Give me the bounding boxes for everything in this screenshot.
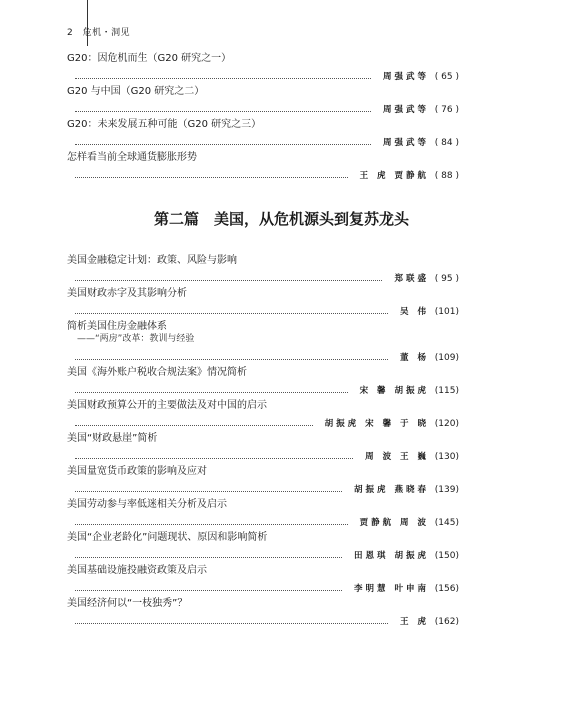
entry-page-number: (145)	[434, 518, 459, 528]
entry-author: 王 虎	[400, 617, 429, 627]
entry-title: 美国量宽货币政策的影响及应对	[67, 466, 207, 477]
dot-leader	[75, 524, 348, 525]
entry-title: 美国《海外账户税收合规法案》情况简析	[67, 367, 247, 378]
dot-leader	[75, 78, 371, 79]
entry-author: 周强武等	[382, 138, 429, 148]
entry-title: 美国“财政悬崖”简析	[67, 433, 158, 444]
toc-entry	[67, 52, 459, 84]
entry-page-number: ( 76 )	[434, 105, 459, 115]
dot-leader	[75, 491, 342, 492]
entry-leader-line	[67, 615, 459, 629]
toc-entry	[67, 254, 459, 286]
entry-leader-line	[67, 450, 459, 464]
dot-leader	[75, 280, 382, 281]
toc-entry	[67, 465, 459, 497]
entry-title: 美国财政预算公开的主要做法及对中国的启示	[67, 400, 267, 411]
entry-author: 董 杨	[400, 353, 429, 363]
header-divider	[87, 0, 88, 46]
dot-leader	[75, 557, 342, 558]
toc-entry	[67, 399, 459, 431]
entry-page-number: (120)	[434, 419, 459, 429]
entry-leader-line	[67, 272, 459, 286]
dot-leader	[75, 144, 371, 145]
entry-page-number: ( 65 )	[434, 72, 459, 82]
entry-author: 胡振虎 燕晓春	[354, 485, 429, 495]
entry-author: 周强武等	[382, 105, 429, 115]
entry-page-number: (109)	[434, 353, 459, 363]
dot-leader	[75, 313, 388, 314]
entry-author: 贾静航 周 波	[359, 518, 429, 528]
entry-title: G20：因危机而生（G20 研究之一）	[67, 53, 232, 64]
toc-entry	[67, 597, 459, 629]
entry-leader-line	[67, 103, 459, 117]
entry-page-number: (115)	[434, 386, 459, 396]
entry-title: 美国经济何以“一枝独秀”？	[67, 598, 188, 609]
entry-leader-line	[67, 305, 459, 319]
entry-leader-line	[67, 549, 459, 563]
entry-title: 美国财政赤字及其影响分析	[67, 288, 187, 299]
entry-author: 吴 伟	[400, 307, 429, 317]
dot-leader	[75, 359, 388, 360]
entry-author: 周强武等	[382, 72, 429, 82]
entry-author: 周 波 王 巍	[365, 452, 429, 462]
entry-title: G20：未来发展五种可能（G20 研究之三）	[67, 119, 262, 130]
entry-leader-line	[67, 417, 459, 431]
section-heading: 第二篇 美国，从危机源头到复苏龙头	[153, 210, 409, 228]
dot-leader	[75, 590, 342, 591]
entry-page-number: (139)	[434, 485, 459, 495]
entry-title: 美国劳动参与率低迷相关分析及启示	[67, 499, 227, 510]
book-title: 危机・洞见	[82, 28, 131, 38]
toc-entry	[67, 287, 459, 319]
toc-entry	[67, 564, 459, 596]
dot-leader	[75, 623, 388, 624]
entry-title: 简析美国住房金融体系	[67, 321, 167, 332]
toc-entry	[67, 498, 459, 530]
entry-subtitle: ——“两房”改革：教训与经验	[77, 334, 195, 344]
dot-leader	[75, 111, 371, 112]
entry-page-number: (130)	[434, 452, 459, 462]
entry-author: 田恩琪 胡振虎	[354, 551, 429, 561]
entry-page-number: ( 95 )	[434, 274, 459, 284]
dot-leader	[75, 177, 348, 178]
entry-page-number: ( 84 )	[434, 138, 459, 148]
toc-entry	[67, 432, 459, 464]
entry-title: 美国“企业老龄化”问题现状、原因和影响简析	[67, 532, 268, 543]
entry-page-number: ( 88 )	[434, 171, 459, 181]
entry-leader-line	[67, 169, 459, 183]
entry-leader-line	[67, 582, 459, 596]
entry-title: 怎样看当前全球通货膨胀形势	[67, 152, 197, 163]
entry-page-number: (101)	[434, 307, 459, 317]
toc-entry	[67, 151, 459, 183]
entry-author: 李明慧 叶申南	[354, 584, 429, 594]
entry-page-number: (150)	[434, 551, 459, 561]
dot-leader	[75, 392, 348, 393]
entry-author: 宋 馨 胡振虎	[359, 386, 429, 396]
toc-entry	[67, 118, 459, 150]
page-number: 2	[67, 28, 74, 38]
entry-title: G20 与中国（G20 研究之二）	[67, 86, 205, 97]
entry-author: 胡振虎 宋 馨 于 晓	[324, 419, 429, 429]
entry-author: 王 虎 贾静航	[359, 171, 429, 181]
entry-leader-line	[67, 516, 459, 530]
dot-leader	[75, 458, 353, 459]
entry-leader-line	[67, 136, 459, 150]
dot-leader	[75, 425, 313, 426]
entry-leader-line	[67, 351, 459, 365]
entry-page-number: (162)	[434, 617, 459, 627]
entry-page-number: (156)	[434, 584, 459, 594]
running-header	[67, 25, 130, 38]
toc-part-1	[67, 52, 459, 184]
toc-entry	[67, 366, 459, 398]
entry-leader-line	[67, 384, 459, 398]
entry-title: 美国基础设施投融资政策及启示	[67, 565, 207, 576]
entry-leader-line	[67, 70, 459, 84]
toc-part-2	[67, 254, 459, 630]
entry-leader-line	[67, 483, 459, 497]
entry-title: 美国金融稳定计划：政策、风险与影响	[67, 255, 237, 266]
toc-entry	[67, 85, 459, 117]
toc-entry	[67, 320, 459, 365]
entry-author: 郑联盛	[394, 274, 429, 284]
toc-entry	[67, 531, 459, 563]
